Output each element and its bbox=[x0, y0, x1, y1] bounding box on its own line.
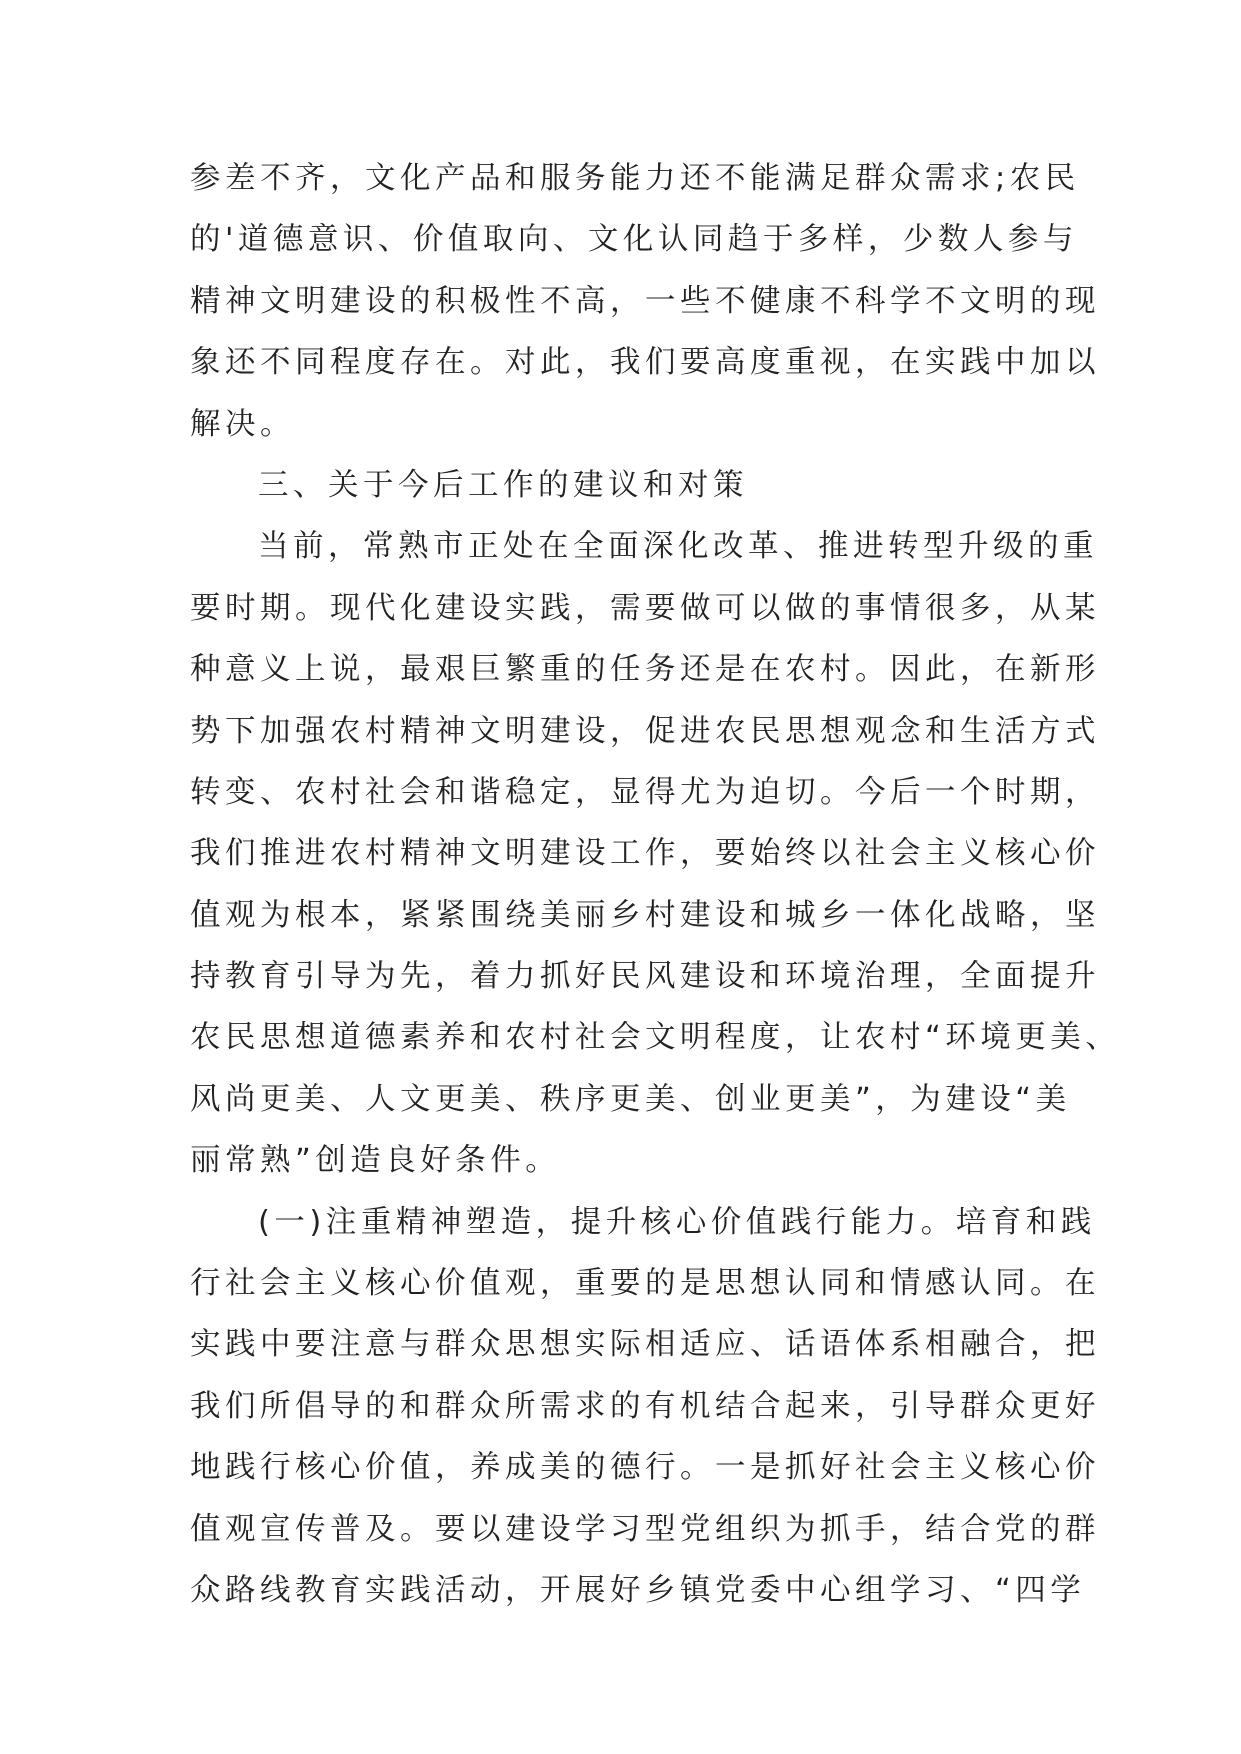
text-line: 持教育引导为先，着力抓好民风建设和环境治理，全面提升 bbox=[190, 959, 1100, 995]
text-line: 参差不齐，文化产品和服务能力还不能满足群众需求;农民 bbox=[190, 161, 1080, 196]
text-line: 风尚更美、人文更美、秩序更美、创业更美”，为建设“美 bbox=[190, 1081, 1071, 1117]
subsection-lead: (一)注重精神塑造，提升核心价值践行能力。培育和践 bbox=[258, 1204, 1096, 1240]
text-line: 地践行核心价值，养成美的德行。一是抓好社会主义核心价 bbox=[190, 1450, 1100, 1486]
text-line: 我们推进农村精神文明建设工作，要始终以社会主义核心价 bbox=[190, 836, 1100, 872]
text-line: 值观为根本，紧紧围绕美丽乡村建设和城乡一体化战略，坚 bbox=[190, 897, 1100, 933]
text-line: 要时期。现代化建设实践，需要做可以做的事情很多，从某 bbox=[190, 590, 1100, 626]
text-line: 的'道德意识、价值取向、文化认同趋于多样，少数人参与 bbox=[190, 222, 1078, 258]
text-line: 象还不同程度存在。对此，我们要高度重视，在实践中加以 bbox=[190, 345, 1100, 381]
text-line: 值观宣传普及。要以建设学习型党组织为抓手，结合党的群 bbox=[190, 1511, 1100, 1547]
text-line: 我们所倡导的和群众所需求的有机结合起来，引导群众更好 bbox=[190, 1388, 1100, 1424]
text-line: 众路线教育实践活动，开展好乡镇党委中心组学习、“四学 bbox=[190, 1572, 1086, 1608]
text-line: 精神文明建设的积极性不高，一些不健康不科学不文明的现 bbox=[190, 283, 1100, 319]
text-line: 丽常熟”创造良好条件。 bbox=[190, 1143, 561, 1179]
document-body bbox=[190, 148, 1121, 1621]
text-line: 解决。 bbox=[190, 406, 295, 442]
text-line: 转变、农村社会和谐稳定，显得尤为迫切。今后一个时期， bbox=[190, 774, 1100, 810]
text-line: 行社会主义核心价值观，重要的是思想认同和情感认同。在 bbox=[190, 1266, 1100, 1302]
text-line: 农民思想道德素养和农村社会文明程度，让农村“环境更美、 bbox=[190, 1020, 1121, 1056]
section-heading: 三、关于今后工作的建议和对策 bbox=[258, 467, 748, 503]
text-line: 实践中要注意与群众思想实际相适应、话语体系相融合，把 bbox=[190, 1327, 1100, 1363]
text-line: 势下加强农村精神文明建设，促进农民思想观念和生活方式 bbox=[190, 713, 1100, 749]
text-line: 种意义上说，最艰巨繁重的任务还是在农村。因此，在新形 bbox=[190, 652, 1100, 688]
text-line: 当前，常熟市正处在全面深化改革、推进转型升级的重 bbox=[258, 529, 1098, 565]
